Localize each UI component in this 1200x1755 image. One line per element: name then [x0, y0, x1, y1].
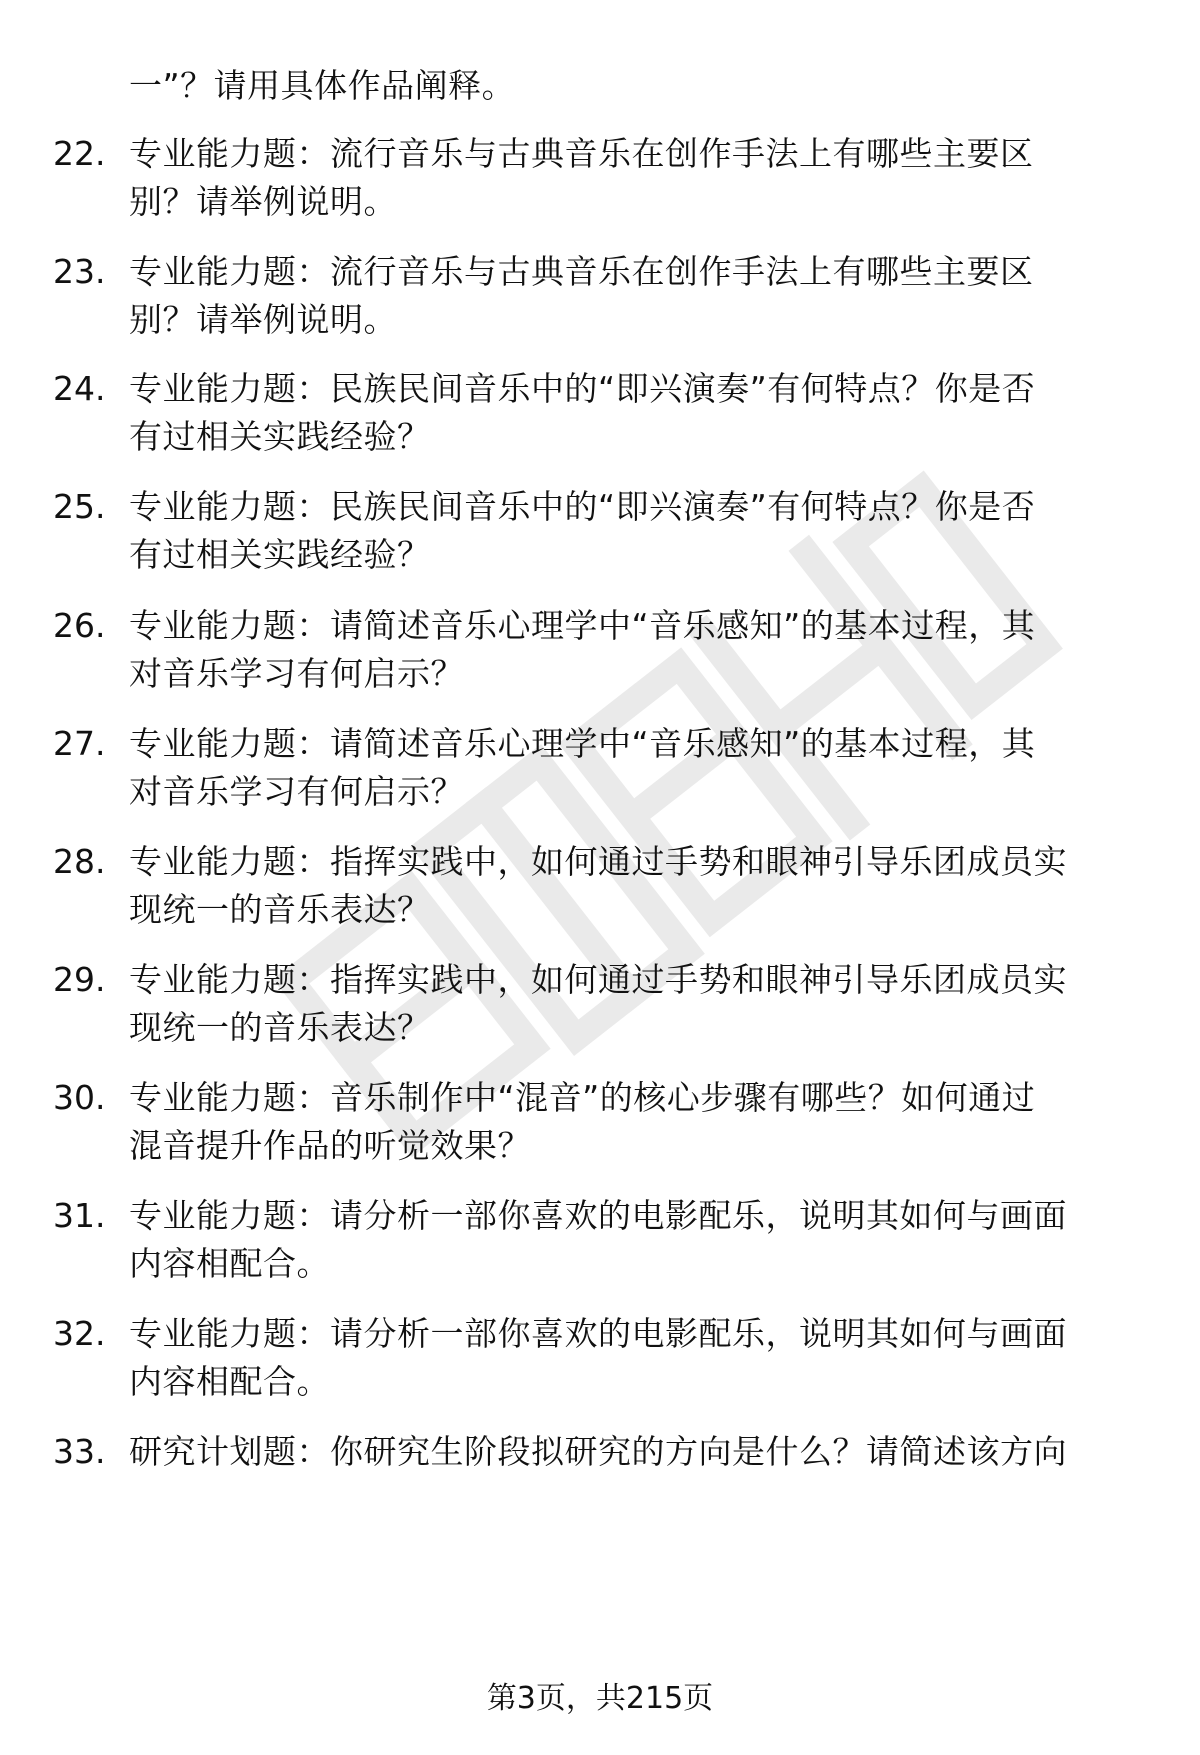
- question-text: [129, 130, 1144, 226]
- question-item: [0, 130, 1200, 226]
- question-item: [0, 1192, 1200, 1288]
- question-text: [129, 602, 1144, 698]
- question-text: [129, 720, 1144, 816]
- question-line: 对音乐学习有何启示？: [129, 654, 464, 693]
- question-line: 内容相配合。: [129, 1362, 330, 1401]
- question-line: 研究计划题：你研究生阶段拟研究的方向是什么？请简述该方向: [129, 1432, 1067, 1471]
- question-text: [129, 1310, 1144, 1406]
- question-number: 30.: [53, 1078, 106, 1117]
- question-line: 混音提升作品的听觉效果？: [129, 1126, 531, 1165]
- question-number: 27.: [53, 724, 106, 763]
- question-number: 32.: [53, 1314, 106, 1353]
- question-line: 专业能力题：请分析一部你喜欢的电影配乐，说明其如何与画面: [129, 1314, 1067, 1353]
- question-item: [0, 956, 1200, 1052]
- question-line: 专业能力题：指挥实践中，如何通过手势和眼神引导乐团成员实: [129, 842, 1067, 881]
- question-line: 专业能力题：民族民间音乐中的“即兴演奏”有何特点？你是否: [129, 369, 1036, 408]
- question-line: 专业能力题：流行音乐与古典音乐在创作手法上有哪些主要区: [129, 252, 1034, 291]
- question-text: [129, 1192, 1144, 1288]
- question-number: 33.: [53, 1432, 106, 1471]
- question-item: [0, 1428, 1200, 1524]
- question-number: 31.: [53, 1196, 106, 1235]
- question-item: [0, 365, 1200, 461]
- question-text: [129, 483, 1144, 579]
- question-line: 有过相关实践经验？: [129, 417, 431, 456]
- question-line: 专业能力题：指挥实践中，如何通过手势和眼神引导乐团成员实: [129, 960, 1067, 999]
- question-line: 内容相配合。: [129, 1244, 330, 1283]
- question-text: [129, 365, 1144, 461]
- question-number: 25.: [53, 487, 106, 526]
- question-line: 专业能力题：流行音乐与古典音乐在创作手法上有哪些主要区: [129, 134, 1034, 173]
- question-number: 23.: [53, 252, 106, 291]
- question-item: [0, 248, 1200, 344]
- question-item: [0, 1310, 1200, 1406]
- page-footer: 第3页，共215页: [486, 1681, 714, 1716]
- question-item: [0, 1074, 1200, 1170]
- question-line: 专业能力题：民族民间音乐中的“即兴演奏”有何特点？你是否: [129, 487, 1036, 526]
- question-text: [129, 956, 1144, 1052]
- question-item: [0, 602, 1200, 698]
- question-number: 22.: [53, 134, 106, 173]
- question-number: 28.: [53, 842, 106, 881]
- question-number: 26.: [53, 606, 106, 645]
- question-text: [129, 1074, 1144, 1170]
- question-line: 专业能力题：音乐制作中“混音”的核心步骤有哪些？如何通过: [129, 1078, 1036, 1117]
- question-line: 别？请举例说明。: [129, 182, 397, 221]
- question-line: 有过相关实践经验？: [129, 535, 431, 574]
- continued-text: 一”？请用具体作品阐释。: [129, 66, 516, 105]
- question-line: 专业能力题：请分析一部你喜欢的电影配乐，说明其如何与画面: [129, 1196, 1067, 1235]
- question-text: [129, 1428, 1144, 1476]
- question-item: [0, 838, 1200, 934]
- question-text: [129, 838, 1144, 934]
- question-line: 专业能力题：请简述音乐心理学中“音乐感知”的基本过程，其: [129, 724, 1036, 763]
- question-text: [129, 248, 1144, 344]
- question-number: 24.: [53, 369, 106, 408]
- question-line: 对音乐学习有何启示？: [129, 772, 464, 811]
- question-line: 现统一的音乐表达？: [129, 1008, 431, 1047]
- question-item: [0, 720, 1200, 816]
- question-line: 现统一的音乐表达？: [129, 890, 431, 929]
- question-item: [0, 483, 1200, 579]
- question-line: 别？请举例说明。: [129, 300, 397, 339]
- question-number: 29.: [53, 960, 106, 999]
- question-line: 专业能力题：请简述音乐心理学中“音乐感知”的基本过程，其: [129, 606, 1036, 645]
